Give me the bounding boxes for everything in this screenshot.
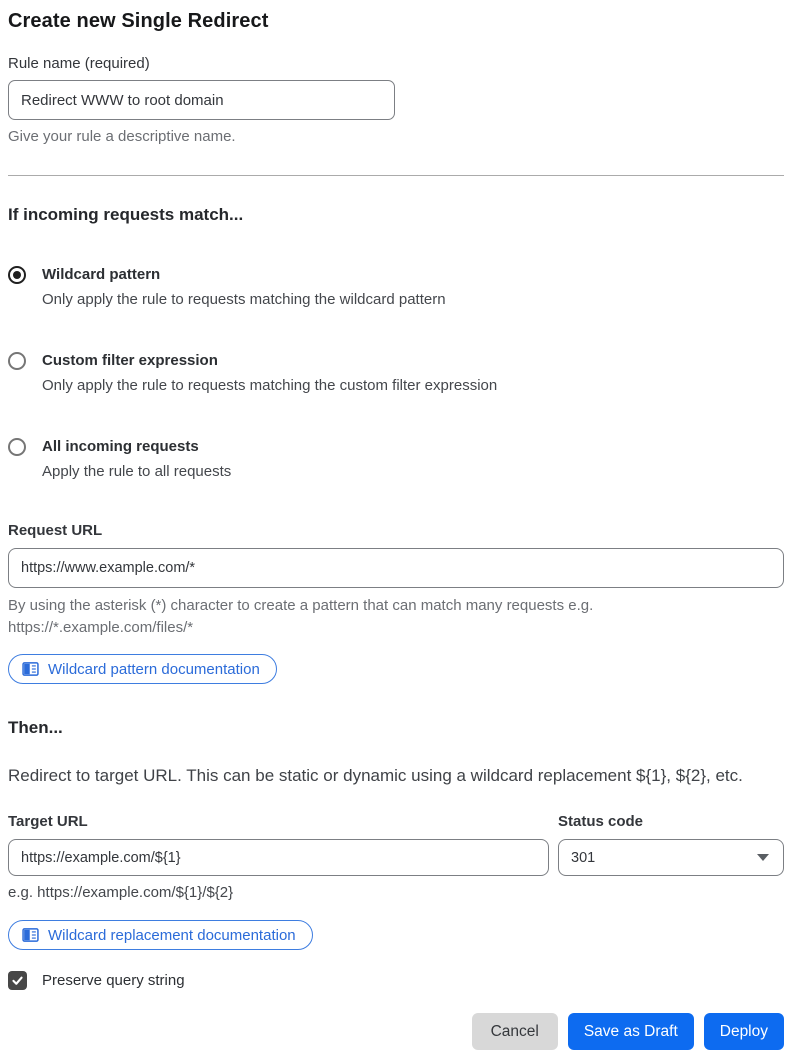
radio-option-description: Apply the rule to all requests [42, 463, 232, 480]
radio-option-description: Only apply the rule to requests matching the wildcard pattern [42, 291, 446, 308]
wildcard-replacement-documentation-button[interactable] [8, 920, 313, 950]
then-section-description: Redirect to target URL. This can be static or dynamic using a wildcard replacement ${1}, ${2}, etc. [8, 766, 743, 785]
request-url-input[interactable] [8, 548, 784, 588]
preserve-query-label: Preserve query string [42, 972, 185, 989]
deploy-button[interactable]: Deploy [704, 1013, 784, 1050]
target-url-field [8, 813, 549, 876]
target-and-status-row [8, 813, 784, 876]
target-url-help: e.g. https://example.com/${1}/${2} [8, 884, 234, 901]
save-as-draft-button[interactable]: Save as Draft [568, 1013, 694, 1050]
page-title: Create new Single Redirect [8, 10, 269, 32]
wildcard-pattern-documentation-button[interactable] [8, 654, 277, 684]
rule-name-input[interactable] [8, 80, 395, 120]
open-book-icon [22, 927, 39, 943]
status-code-label: Status code [558, 813, 644, 830]
radio-option-label: All incoming requests [42, 438, 199, 455]
radio-button-icon[interactable] [8, 352, 26, 370]
status-code-select[interactable] [558, 839, 784, 876]
rule-name-help: Give your rule a descriptive name. [8, 128, 236, 145]
radio-option-label: Custom filter expression [42, 352, 218, 369]
open-book-icon [22, 661, 39, 677]
target-url-label: Target URL [8, 813, 88, 830]
radio-option-label: Wildcard pattern [42, 266, 161, 283]
radio-option-wildcard-pattern[interactable] [8, 265, 784, 309]
then-section-heading: Then... [8, 718, 63, 737]
doc-button-label: Wildcard replacement documentation [48, 926, 296, 944]
status-code-field [558, 813, 784, 876]
doc-button-label: Wildcard pattern documentation [48, 660, 260, 678]
preserve-query-checkbox[interactable] [8, 971, 27, 990]
cancel-button[interactable]: Cancel [472, 1013, 558, 1050]
radio-option-all-incoming-requests[interactable] [8, 437, 784, 481]
match-type-radio-group [8, 265, 784, 481]
section-divider [8, 175, 784, 176]
preserve-query-row[interactable] [8, 971, 784, 990]
radio-option-custom-filter-expression[interactable] [8, 351, 784, 395]
target-url-input[interactable] [8, 839, 549, 876]
radio-button-icon[interactable] [8, 266, 26, 284]
rule-name-label: Rule name (required) [8, 55, 150, 72]
request-url-help: By using the asterisk (*) character to create a pattern that can match many requests e.g. https://*.example.com/files/* [8, 597, 594, 636]
rule-name-field [8, 55, 784, 148]
chevron-down-icon [757, 854, 769, 861]
checkmark-icon [11, 974, 24, 987]
status-code-value: 301 [571, 849, 596, 866]
radio-option-description: Only apply the rule to requests matching the custom filter expression [42, 377, 498, 394]
form-actions [8, 1013, 784, 1056]
request-url-field [8, 522, 784, 639]
match-section-heading: If incoming requests match... [8, 205, 244, 224]
request-url-label: Request URL [8, 522, 103, 539]
radio-button-icon[interactable] [8, 438, 26, 456]
